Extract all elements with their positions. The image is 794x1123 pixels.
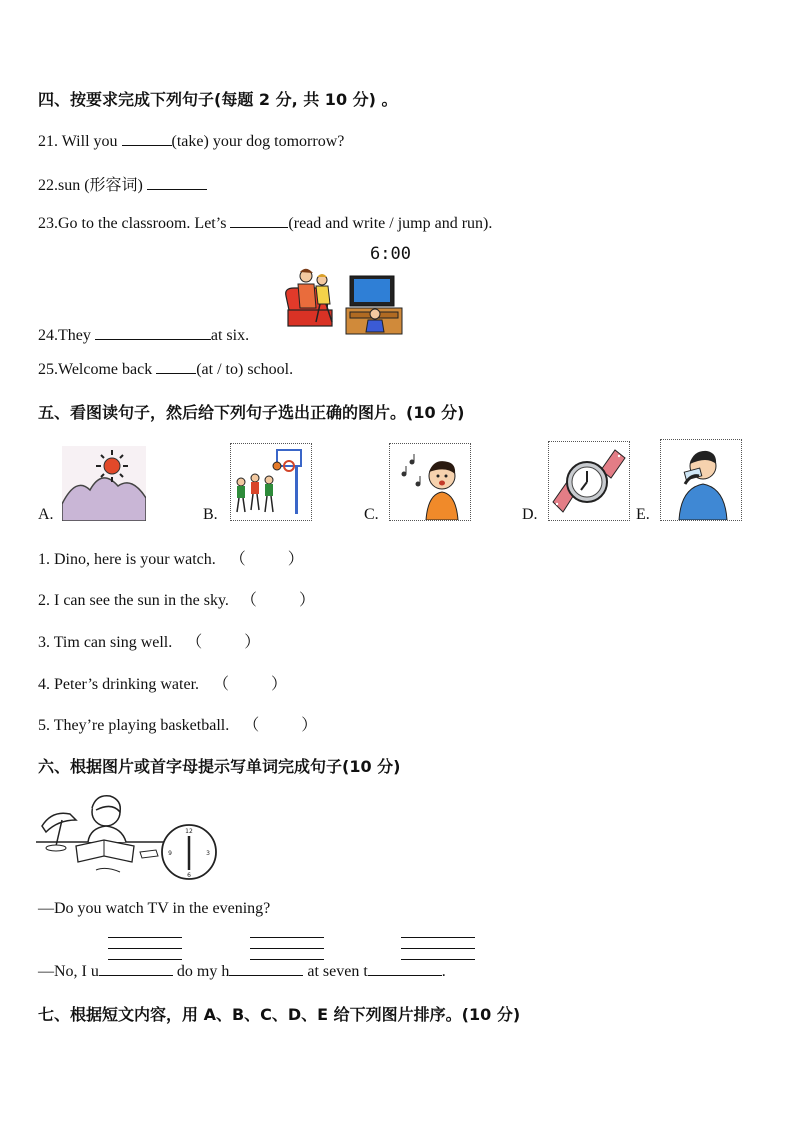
- dialogue-question: —Do you watch TV in the evening?: [38, 900, 271, 917]
- matching-item-3: 3. Tim can sing well. （ ）: [38, 634, 261, 651]
- option-label-c: C.: [364, 506, 379, 523]
- answer-blank[interactable]: [122, 131, 172, 146]
- answer-blank[interactable]: [156, 359, 196, 374]
- question-24: 24.They at six.: [38, 327, 250, 344]
- matching-item-1: 1. Dino, here is your watch. （ ）: [38, 551, 304, 568]
- basketball-players-image: [230, 443, 312, 521]
- option-label-d: D.: [522, 506, 538, 523]
- matching-item-2: 2. I can see the sun in the sky. （ ）: [38, 592, 315, 609]
- question-number: 22: [38, 177, 54, 194]
- svg-text:6: 6: [187, 872, 191, 879]
- writing-line: [250, 948, 324, 949]
- writing-line: [250, 937, 324, 938]
- writing-line: [250, 959, 324, 960]
- section5-heading: 五、看图读句子，然后给下列句子选出正确的图片。(10 分): [38, 403, 465, 422]
- question-25: 25.Welcome back (at / to) school.: [38, 361, 294, 378]
- option-label-a: A.: [38, 506, 54, 523]
- sun-over-mountain-image: [62, 446, 146, 521]
- word-blank-h[interactable]: [229, 961, 303, 976]
- writing-line: [401, 948, 475, 949]
- word-blank-t[interactable]: [368, 961, 442, 976]
- section4-heading: 四、按要求完成下列句子(每题 2 分, 共 10 分) 。: [38, 90, 398, 109]
- svg-text:3: 3: [206, 850, 210, 857]
- matching-item-4: 4. Peter’s drinking water. （ ）: [38, 676, 288, 693]
- boy-drinking-water-image: [660, 439, 742, 521]
- writing-line: [401, 959, 475, 960]
- question-23: 23.Go to the classroom. Let’s (read and write / jump and run).: [38, 215, 493, 232]
- answer-blank[interactable]: [147, 175, 207, 190]
- boy-doing-homework-image: [36, 790, 220, 884]
- family-watching-tv-image: [280, 266, 408, 336]
- writing-line: [108, 948, 182, 949]
- question-21: 21. Will you (take) your dog tomorrow?: [38, 133, 345, 150]
- word-blank-u[interactable]: [99, 961, 173, 976]
- question-number: 25: [38, 361, 54, 378]
- section7-heading: 七、根据短文内容，用 A、B、C、D、E 给下列图片排序。(10 分): [38, 1005, 521, 1024]
- boy-singing-image: [389, 443, 471, 521]
- wristwatch-image: [548, 441, 630, 521]
- clock-time-label: 6:00: [370, 244, 411, 264]
- question-22: 22.sun (形容词): [38, 172, 207, 195]
- answer-blank[interactable]: [230, 213, 288, 228]
- question-number: 23: [38, 215, 54, 232]
- section6-heading: 六、根据图片或首字母提示写单词完成句子(10 分): [38, 757, 401, 776]
- answer-blank[interactable]: [95, 325, 211, 340]
- question-number: 24: [38, 327, 54, 344]
- option-label-b: B.: [203, 506, 218, 523]
- dialogue-answer: —No, I u do my h at seven t .: [38, 963, 446, 980]
- question-number: 21: [38, 133, 54, 150]
- svg-text:9: 9: [168, 850, 172, 857]
- option-label-e: E.: [636, 506, 650, 523]
- writing-line: [401, 937, 475, 938]
- svg-text:12: 12: [185, 828, 193, 835]
- writing-line: [108, 959, 182, 960]
- matching-item-5: 5. They’re playing basketball. （ ）: [38, 717, 318, 734]
- writing-line: [108, 937, 182, 938]
